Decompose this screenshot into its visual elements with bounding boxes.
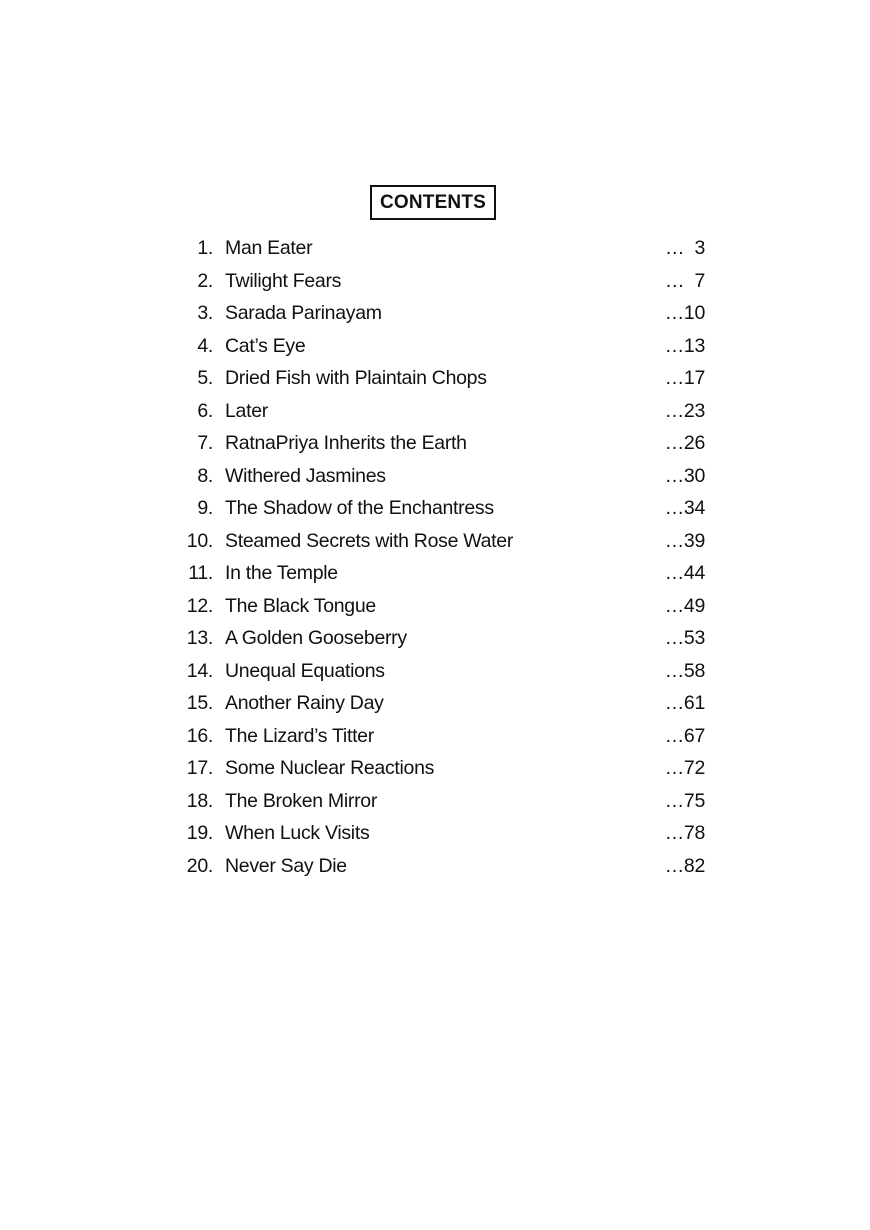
entry-number: 14. [186,659,213,682]
toc-entry [0,330,870,363]
entry-page: …72 [664,757,705,779]
toc-entry [0,590,870,623]
entry-number: 6. [197,399,213,422]
toc-entry [0,557,870,590]
entry-title: Another Rainy Day [225,692,384,714]
entry-number: 17. [186,757,213,779]
entry-number: 13. [186,627,213,649]
entry-number: 3. [197,302,213,324]
entry-page: … 3 [665,237,705,259]
toc-entry [0,492,870,525]
toc-entry [0,265,870,298]
toc-entry [0,850,870,883]
entry-title: Never Say Die [225,854,347,877]
entry-page: …17 [664,367,705,389]
entry-title: Unequal Equations [225,659,385,682]
entry-number: 5. [197,367,213,389]
entry-page: …78 [664,822,705,844]
entry-title: Withered Jasmines [225,464,386,487]
entry-page: …75 [664,789,705,812]
toc-entry [0,785,870,818]
entry-title: Sarada Parinayam [225,302,382,324]
entry-number: 12. [186,594,213,617]
toc-entry [0,622,870,655]
entry-page: …49 [664,594,705,617]
entry-page: … 7 [665,269,705,292]
entry-title: Later [225,399,268,422]
entry-title: The Broken Mirror [225,789,378,812]
entry-title: Twilight Fears [225,269,342,292]
entry-number: 2. [197,269,213,292]
entry-title: Dried Fish with Plaintain Chops [225,367,487,389]
entry-page: …39 [664,529,705,552]
entry-title: Some Nuclear Reactions [225,757,435,779]
toc-entry [0,297,870,330]
entry-title: Steamed Secrets with Rose Water [225,529,514,552]
toc-entry [0,232,870,265]
table-of-contents [0,232,870,882]
entry-page: …10 [664,302,705,324]
entry-page: …23 [664,399,705,422]
entry-title: The Shadow of the Enchantress [225,497,494,519]
entry-page: …44 [664,562,705,584]
entry-number: 10. [186,529,213,552]
entry-page: …53 [664,627,705,649]
entry-number: 16. [186,724,213,747]
entry-title: RatnaPriya Inherits the Earth [225,432,467,454]
entry-page: …34 [664,497,705,519]
toc-entry [0,655,870,688]
entry-number: 8. [197,464,213,487]
entry-number: 7. [197,432,213,454]
entry-number: 11. [188,562,213,584]
toc-entry [0,395,870,428]
entry-page: …13 [664,334,705,357]
entry-page: …61 [664,692,705,714]
entry-title: Cat’s Eye [225,334,306,357]
toc-entry [0,752,870,785]
entry-page: …30 [664,464,705,487]
entry-number: 1. [197,237,213,259]
toc-entry [0,427,870,460]
entry-title: The Black Tongue [225,594,376,617]
toc-entry [0,817,870,850]
toc-entry [0,525,870,558]
contents-heading: CONTENTS [370,185,496,220]
entry-page: …67 [664,724,705,747]
entry-number: 9. [197,497,213,519]
toc-entry [0,720,870,753]
entry-title: In the Temple [225,562,338,584]
toc-entry [0,362,870,395]
entry-title: Man Eater [225,237,313,259]
entry-number: 18. [186,789,213,812]
entry-page: …26 [664,432,705,454]
toc-entry [0,460,870,493]
toc-entry [0,687,870,720]
entry-page: …82 [664,854,705,877]
entry-page: …58 [664,659,705,682]
entry-number: 20. [186,854,213,877]
entry-title: The Lizard’s Titter [225,724,374,747]
entry-title: A Golden Gooseberry [225,627,407,649]
entry-number: 15. [186,692,213,714]
entry-title: When Luck Visits [225,822,370,844]
entry-number: 19. [186,822,213,844]
entry-number: 4. [197,334,213,357]
